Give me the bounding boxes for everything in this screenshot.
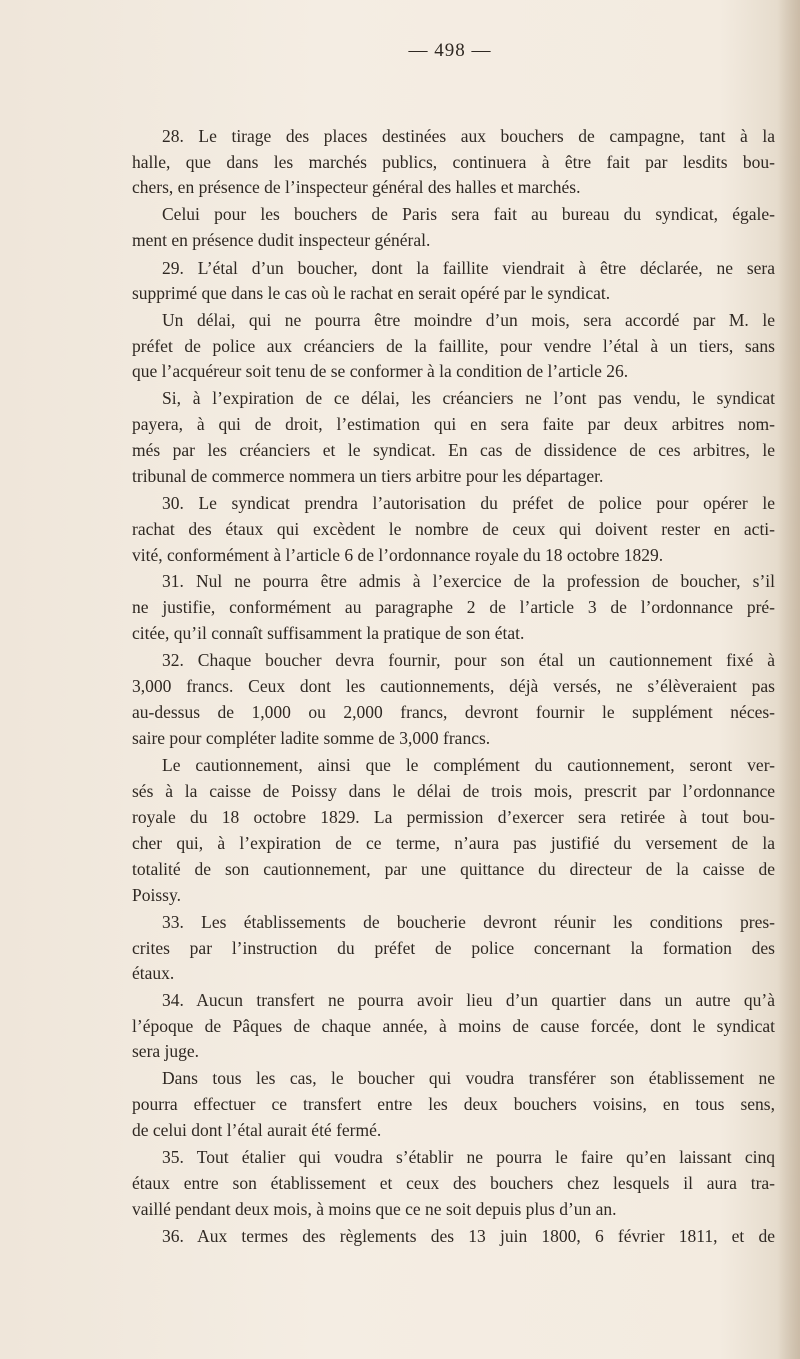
- text-line: de celui dont l’étal aurait été fermé.: [132, 1120, 382, 1140]
- text-line: vaillé pendant deux mois, à moins que ce ne soit depuis plus d’un an.: [132, 1199, 617, 1219]
- text-line: Celui pour les bouchers de Paris sera fait au bureau du syndicat, égale-: [162, 204, 775, 224]
- text-line: citée, qu’il connaît suffisamment la pratique de son état.: [132, 623, 525, 643]
- text-line: que l’acquéreur soit tenu de se conformer à la condition de l’article 26.: [132, 361, 629, 381]
- text-line: 28. Le tirage des places destinées aux bouchers de campagne, tant à la: [162, 126, 775, 146]
- text-line: étaux.: [132, 963, 175, 983]
- text-line: pourra effectuer ce transfert entre les deux bouchers voisins, en tous sens,: [132, 1094, 775, 1114]
- page-number: — 498 —: [408, 40, 492, 61]
- text-line: rachat des étaux qui excèdent le nombre de ceux qui doivent rester en acti-: [132, 519, 775, 539]
- text-line: Un délai, qui ne pourra être moindre d’un mois, sera accordé par M. le: [162, 310, 775, 330]
- text-line: vité, conformément à l’article 6 de l’ordonnance royale du 18 octobre 1829.: [132, 545, 664, 565]
- text-line: sés à la caisse de Poissy dans le délai de trois mois, prescrit par l’ordonnance: [132, 781, 775, 801]
- text-line: totalité de son cautionnement, par une quittance du directeur de la caisse de: [132, 859, 775, 879]
- text-line: 36. Aux termes des règlements des 13 juin 1800, 6 février 1811, et de: [162, 1226, 775, 1246]
- text-line: Le cautionnement, ainsi que le complément du cautionnement, seront ver-: [162, 755, 775, 775]
- text-line: cher qui, à l’expiration de ce terme, n’aura pas justifié du versement de la: [132, 833, 775, 853]
- text-line: 35. Tout étalier qui voudra s’établir ne pourra le faire qu’en laissant cinq: [162, 1147, 775, 1167]
- text-line: 31. Nul ne pourra être admis à l’exercice de la profession de boucher, s’il: [162, 571, 775, 591]
- text-line: 3,000 francs. Ceux dont les cautionnements, déjà versés, ne s’élèveraient pas: [132, 676, 775, 696]
- text-line: l’époque de Pâques de chaque année, à moins de cause forcée, dont le syndicat: [132, 1016, 775, 1036]
- text-line: payera, à qui de droit, l’estimation qui en sera faite par deux arbitres nom-: [132, 414, 775, 434]
- text-line: 29. L’étal d’un boucher, dont la faillite viendrait à être déclarée, ne sera: [162, 258, 775, 278]
- text-line: chers, en présence de l’inspecteur général des halles et marchés.: [132, 177, 581, 197]
- text-line: sera juge.: [132, 1041, 200, 1061]
- text-line: ne justifie, conformément au paragraphe 2 de l’article 3 de l’ordonnance pré-: [132, 597, 775, 617]
- text-line: royale du 18 octobre 1829. La permission d’exercer sera retirée à tout bou-: [132, 807, 775, 827]
- text-line: 32. Chaque boucher devra fournir, pour son étal un cautionnement fixé à: [162, 650, 775, 670]
- text-line: 34. Aucun transfert ne pourra avoir lieu d’un quartier dans un autre qu’à: [162, 990, 775, 1010]
- text-line: 33. Les établissements de boucherie devront réunir les conditions pres-: [162, 912, 775, 932]
- text-line: au-dessus de 1,000 ou 2,000 francs, devront fournir le supplément néces-: [132, 702, 775, 722]
- text-line: Si, à l’expiration de ce délai, les créanciers ne l’ont pas vendu, le syndicat: [162, 388, 775, 408]
- text-line: supprimé que dans le cas où le rachat en serait opéré par le syndicat.: [132, 283, 611, 303]
- text-line: Dans tous les cas, le boucher qui voudra transférer son établissement ne: [162, 1068, 775, 1088]
- text-line: Poissy.: [132, 885, 181, 905]
- book-spine-shadow: [778, 0, 800, 1359]
- text-line: tribunal de commerce nommera un tiers arbitre pour les départager.: [132, 466, 604, 486]
- text-line: més par les créanciers et le syndicat. En cas de dissidence de ces arbitres, le: [132, 440, 775, 460]
- text-line: étaux entre son établissement et ceux des bouchers chez lesquels il aura tra-: [132, 1173, 775, 1193]
- text-line: 30. Le syndicat prendra l’autorisation du préfet de police pour opérer le: [162, 493, 775, 513]
- text-line: saire pour compléter ladite somme de 3,000 francs.: [132, 728, 491, 748]
- text-line: halle, que dans les marchés publics, continuera à être fait par lesdits bou-: [132, 152, 775, 172]
- text-line: crites par l’instruction du préfet de police concernant la formation des: [132, 938, 775, 958]
- text-line: préfet de police aux créanciers de la faillite, pour vendre l’étal à un tiers, sans: [132, 336, 775, 356]
- text-line: ment en présence dudit inspecteur général.: [132, 230, 431, 250]
